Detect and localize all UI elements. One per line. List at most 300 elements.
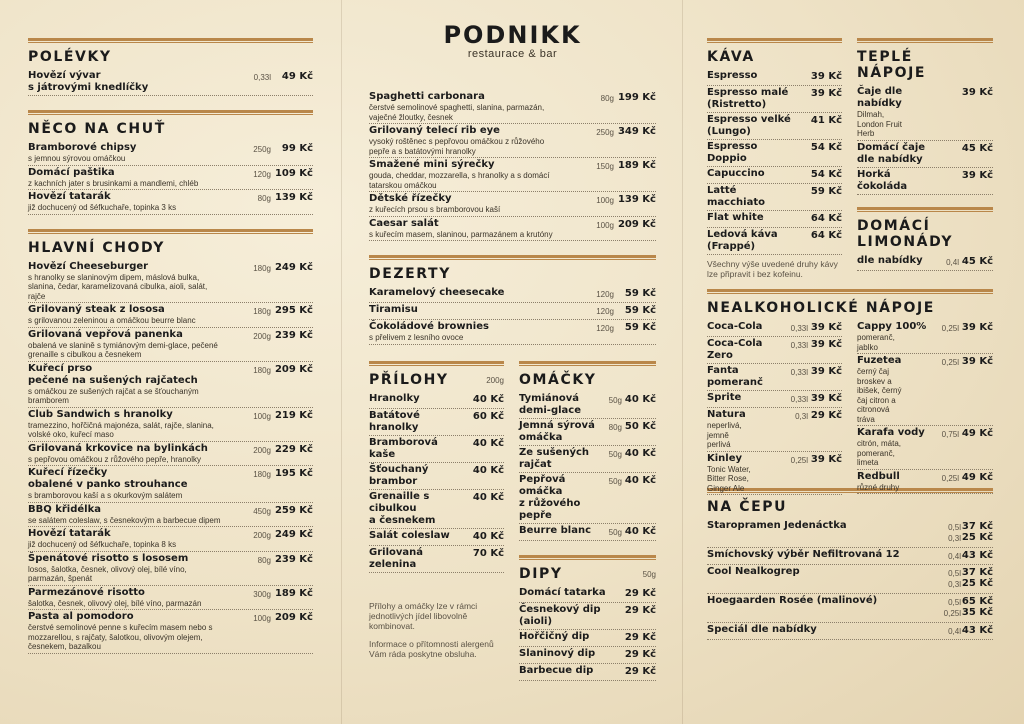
item-size: 50g xyxy=(608,449,622,459)
item-name: Šťouchaný brambor xyxy=(369,463,429,487)
fold-line-left xyxy=(341,0,342,724)
item-name: Horká čokoláda xyxy=(857,168,908,192)
menu-item xyxy=(369,392,504,409)
item-name: Flat white xyxy=(707,212,764,223)
item-price: 40 Kč xyxy=(624,525,656,537)
item-description: s jemnou sýrovou omáčkou xyxy=(28,154,126,163)
item-description: s omáčkou ze sušených rajčat a se šťouchaným bramborem xyxy=(28,386,199,405)
section-title: NA ČEPU xyxy=(707,499,788,515)
item-description: Tonic Water, Bitter Rose, Ginger Ale xyxy=(707,464,751,493)
item-name: Domácí tatarka xyxy=(519,586,606,598)
item-size: 0,75l xyxy=(941,430,959,439)
item-name: Smažené mini sýrečky xyxy=(369,159,495,170)
item-price-small: 35 Kč xyxy=(961,607,993,618)
item-name: Coca-Cola xyxy=(707,321,763,332)
item-price: 209 Kč xyxy=(274,612,313,623)
item-description: s pepřovou omáčkou z růžového pepře, hranolky xyxy=(28,454,201,464)
item-description: neperlivá, jemně perlivá xyxy=(707,421,742,449)
item-name: Tiramisu xyxy=(369,304,418,315)
section-title: NĚCO NA CHUŤ xyxy=(28,121,166,137)
divider xyxy=(707,289,993,292)
divider xyxy=(369,255,656,258)
item-size: 0,33l xyxy=(790,341,808,350)
section-dipy xyxy=(519,555,656,681)
item-name: Česnekový dip (aioli) xyxy=(519,603,601,627)
section-title: HLAVNÍ CHODY xyxy=(28,239,165,256)
menu-item xyxy=(369,463,504,490)
item-price: 37 Kč xyxy=(961,567,993,578)
item-name: Grilovaná krkovice na bylinkách xyxy=(28,442,208,454)
item-name: Hovězí tatarák xyxy=(28,528,111,539)
item-price: 40 Kč xyxy=(624,474,656,486)
menu-item xyxy=(519,524,656,541)
menu-item xyxy=(519,664,656,681)
item-price: 40 Kč xyxy=(472,464,504,476)
item-name: Smíchovský výběr Nefiltrovaná 12 xyxy=(707,549,900,560)
item-description: černý čaj broskev a ibišek, černý čaj citron a citronová tráva xyxy=(857,367,902,424)
item-price: 195 Kč xyxy=(274,468,313,479)
menu-item xyxy=(857,426,993,470)
item-name: Jemná sýrová omáčka xyxy=(519,419,595,443)
item-size: 0,4l xyxy=(946,257,959,267)
item-description: se salátem coleslaw, s česnekovým a barbecue dipem xyxy=(28,515,221,525)
item-price: 239 Kč xyxy=(274,553,313,565)
section-nealko xyxy=(707,289,993,493)
item-price: 139 Kč xyxy=(274,192,313,203)
item-name: Pepřová omáčka z růžového pepře xyxy=(519,473,581,521)
item-price: 40 Kč xyxy=(624,447,656,459)
menu-item xyxy=(707,364,842,391)
item-size: 200g xyxy=(253,331,271,341)
item-list xyxy=(519,586,656,681)
item-size: 50g xyxy=(608,476,622,486)
soft-drinks-row xyxy=(707,320,993,493)
item-name: Espresso Doppio xyxy=(707,141,758,164)
item-name: Redbull xyxy=(857,470,900,482)
draft-item xyxy=(707,548,993,565)
item-description: citrón, máta, pomeranč, limeta xyxy=(857,439,902,467)
item-description: gouda, cheddar, mozzarella, s hranolky a s domácí tatarskou omáčkou xyxy=(369,171,550,190)
item-name: Grenaille s cibulkou a česnekem xyxy=(369,490,436,526)
menu-item xyxy=(28,328,313,362)
item-name: Capuccino xyxy=(707,168,765,179)
menu-item xyxy=(519,392,656,419)
item-size: 100g xyxy=(596,220,614,230)
column-right xyxy=(707,38,993,640)
item-name: Hořčičný dip xyxy=(519,630,590,642)
item-name: Latté macchiato xyxy=(707,185,765,208)
decaf-note: Všechny výše uvedené druhy kávy lze připravit i bez kofeinu. xyxy=(707,259,838,279)
item-price: 29 Kč xyxy=(624,631,656,643)
item-size: 250g xyxy=(596,128,614,137)
item-price: 39 Kč xyxy=(961,87,993,98)
menu-item xyxy=(519,647,656,664)
item-name: Hovězí tatarák xyxy=(28,191,111,202)
item-name: Hranolky xyxy=(369,392,420,404)
item-price: 39 Kč xyxy=(961,322,993,333)
item-size: 0,33l xyxy=(253,73,271,82)
menu-item xyxy=(857,168,993,195)
draft-item xyxy=(707,594,993,623)
allergen-note: Informace o přítomnosti alergenů Vám ráda poskytne obsluha. xyxy=(369,638,494,659)
section-title: DEZERTY xyxy=(369,266,451,282)
menu-item xyxy=(707,228,842,255)
item-size: 0,33l xyxy=(790,368,808,377)
item-price: 249 Kč xyxy=(274,529,313,540)
item-name: Čaje dle nabídky xyxy=(857,86,903,109)
item-description: s grilovanou zeleninou a omáčkou beurre blanc xyxy=(28,316,196,325)
menu-item xyxy=(519,603,656,630)
divider xyxy=(857,207,993,210)
menu-item xyxy=(369,490,504,529)
item-price: 39 Kč xyxy=(961,356,993,367)
item-name: Slaninový dip xyxy=(519,647,596,659)
item-price: 229 Kč xyxy=(274,443,313,455)
divider xyxy=(28,38,313,41)
item-size: 300g xyxy=(253,589,271,599)
menu-item xyxy=(857,470,993,495)
item-price: 189 Kč xyxy=(617,160,656,171)
item-size: 80g xyxy=(257,555,271,565)
item-name: BBQ křidélka xyxy=(28,503,102,515)
item-price: 239 Kč xyxy=(274,329,313,341)
item-size: 200g xyxy=(253,531,271,540)
item-name: Dětské řízečky xyxy=(369,193,452,204)
item-price: 29 Kč xyxy=(624,648,656,660)
item-price: 49 Kč xyxy=(961,471,993,483)
item-list xyxy=(369,286,656,345)
item-name: Hoegaarden Rosée (malinové) xyxy=(707,595,878,606)
section-polevky xyxy=(28,38,313,96)
soft-drinks-left xyxy=(707,320,842,495)
item-price: 59 Kč xyxy=(624,322,656,333)
item-name: Salát coleslaw xyxy=(369,529,450,541)
item-price: 41 Kč xyxy=(810,115,842,126)
section-title: NEALKOHOLICKÉ NÁPOJE xyxy=(707,300,935,316)
divider xyxy=(28,110,313,113)
item-price: 45 Kč xyxy=(961,142,993,154)
menu-item xyxy=(28,69,313,96)
item-price: 43 Kč xyxy=(961,625,993,636)
section-size: 50g xyxy=(642,569,656,579)
item-name: Ledová káva (Frappé) xyxy=(707,229,778,252)
menu-item xyxy=(28,303,313,328)
item-price: 50 Kč xyxy=(624,420,656,432)
item-description: pomeranč, jablko xyxy=(857,333,895,352)
item-description: čerstvé semolinové spaghetti, slanina, parmazán, vaječné žloutky, česnek xyxy=(369,103,545,122)
menu-item xyxy=(519,473,656,524)
item-description: obalená ve slanině s tymiánovým demi-glace, pečené grenaille s cibulkou a česnekem xyxy=(28,340,218,359)
menu-item xyxy=(857,85,993,141)
menu-item xyxy=(369,529,504,546)
section-size: 200g xyxy=(486,375,504,385)
item-price: 295 Kč xyxy=(274,305,313,316)
item-name: Grilovaná zelenina xyxy=(369,546,423,570)
item-price: 29 Kč xyxy=(624,665,656,677)
menu-item xyxy=(707,337,842,364)
item-list xyxy=(28,69,313,96)
item-size: 200g xyxy=(253,445,271,455)
item-description: čerstvé semolinové penne s kuřecím masem nebo s mozzarellou, s rajčaty, šalotkou, olivovým olejem, česnekem, bazalkou xyxy=(28,623,213,651)
item-price: 40 Kč xyxy=(472,530,504,542)
item-price: 249 Kč xyxy=(274,261,313,273)
section-title: TEPLÉ NÁPOJE xyxy=(857,49,927,81)
menu-item xyxy=(707,184,842,211)
divider xyxy=(707,38,842,41)
item-price: 99 Kč xyxy=(281,143,313,154)
divider xyxy=(857,38,993,41)
item-name: Fuzetea xyxy=(857,355,902,366)
item-name: Bramborové chipsy xyxy=(28,142,137,153)
menu-item xyxy=(707,408,842,452)
item-description: s bramborovou kaší a s okurkovým salátem xyxy=(28,491,183,500)
hot-drinks-row xyxy=(707,38,993,281)
divider xyxy=(28,229,313,232)
menu-item xyxy=(369,286,656,303)
item-price: 219 Kč xyxy=(274,409,313,421)
item-name: Espresso malé (Ristretto) xyxy=(707,87,789,110)
item-name: Speciál dle nabídky xyxy=(707,624,817,635)
item-size: 50g xyxy=(608,527,622,537)
section-dezerty xyxy=(369,255,656,345)
item-name: Fanta pomeranč xyxy=(707,365,763,388)
item-price: 64 Kč xyxy=(810,213,842,224)
section-title: OMÁČKY xyxy=(519,371,597,388)
item-price: 39 Kč xyxy=(810,393,842,404)
menu-item xyxy=(28,442,313,467)
item-name: Domácí čaje dle nabídky xyxy=(857,141,926,165)
menu-item xyxy=(369,546,504,573)
item-list xyxy=(857,85,993,195)
menu-item xyxy=(369,303,656,320)
item-price: 209 Kč xyxy=(617,218,656,230)
divider xyxy=(369,361,504,364)
menu-item xyxy=(707,320,842,337)
menu-item xyxy=(707,391,842,408)
item-price: 209 Kč xyxy=(274,363,313,375)
menu-item xyxy=(28,586,313,611)
section-neco-na-chut xyxy=(28,110,313,215)
item-price: 39 Kč xyxy=(810,88,842,99)
menu-item xyxy=(707,140,842,167)
menu-item xyxy=(707,86,842,113)
item-name: Grilovaný telecí rib eye xyxy=(369,125,500,136)
item-name: dle nabídky xyxy=(857,254,923,266)
item-name: Čokoládové brownies xyxy=(369,321,489,332)
item-name: Kuřecí řízečky obalené v panko strouhance xyxy=(28,467,188,490)
item-name: Batátové hranolky xyxy=(369,409,420,433)
column-left xyxy=(28,38,313,658)
item-price-small: 25 Kč xyxy=(961,578,993,589)
item-price: 59 Kč xyxy=(624,288,656,299)
menu-item xyxy=(28,141,313,166)
section-omacky xyxy=(519,361,656,681)
item-price: 139 Kč xyxy=(617,194,656,205)
menu-item xyxy=(28,166,313,191)
menu-item xyxy=(707,69,842,86)
divider xyxy=(519,361,656,364)
item-price: 64 Kč xyxy=(810,230,842,241)
item-description: tramezzino, hořčičná majonéza, salát, rajče, slanina, volské oko, kuřecí maso xyxy=(28,420,214,439)
item-name: Ze sušených rajčat xyxy=(519,446,590,470)
section-title: DIPY xyxy=(519,565,563,582)
item-name: Domácí paštika xyxy=(28,166,115,178)
item-name: Bramborová kaše xyxy=(369,436,438,460)
menu-item xyxy=(369,192,656,217)
draft-item xyxy=(707,519,993,548)
item-size: 0,5l xyxy=(948,598,961,607)
item-price: 40 Kč xyxy=(472,393,504,405)
menu-item xyxy=(857,320,993,354)
column-middle xyxy=(369,22,656,691)
item-size: 0,4l xyxy=(948,552,961,561)
section-title: DOMÁCÍ LIMONÁDY xyxy=(857,217,954,250)
item-price: 29 Kč xyxy=(810,410,842,421)
item-size: 80g xyxy=(608,422,622,432)
item-price: 45 Kč xyxy=(961,255,993,267)
item-price: 39 Kč xyxy=(810,366,842,377)
item-name: Grilovaný steak z lososa xyxy=(28,304,165,315)
menu-item xyxy=(519,419,656,446)
item-price: 43 Kč xyxy=(961,550,993,561)
sides-sauces-row xyxy=(369,361,656,691)
menu-item xyxy=(28,466,313,503)
menu-item xyxy=(28,610,313,654)
item-price: 39 Kč xyxy=(810,339,842,350)
item-size: 250g xyxy=(253,145,271,154)
item-description: s kuřecím masem, slaninou, parmazánem a krutóny xyxy=(369,229,553,239)
item-price: 39 Kč xyxy=(810,71,842,82)
item-list xyxy=(369,90,656,241)
item-size: 50g xyxy=(608,395,622,405)
item-name: Kinley xyxy=(707,452,743,464)
item-price: 29 Kč xyxy=(624,604,656,616)
item-name: Espresso xyxy=(707,70,758,81)
menu-item xyxy=(519,446,656,473)
item-name: Kuřecí prso pečené na sušených rajčatech xyxy=(28,362,198,386)
item-list xyxy=(857,254,993,271)
item-name: Spaghetti carbonara xyxy=(369,91,485,102)
item-size: 0,33l xyxy=(790,395,808,404)
section-title: KÁVA xyxy=(707,49,755,65)
soft-drinks-right xyxy=(857,320,993,494)
item-size: 180g xyxy=(253,470,271,479)
item-price-small: 25 Kč xyxy=(961,532,993,543)
item-size: 0,5l xyxy=(948,523,961,532)
section-na-cepu xyxy=(707,488,993,640)
brand-tagline: restaurace & bar xyxy=(467,48,558,60)
item-name: Tymiánová demi-glace xyxy=(519,392,581,416)
item-description: Dilmah, London Fruit Herb xyxy=(857,110,902,138)
menu-item xyxy=(369,436,504,463)
item-name: Espresso velké (Lungo) xyxy=(707,114,791,137)
item-size: 0,33l xyxy=(790,324,808,333)
menu-item xyxy=(28,503,313,528)
item-size: 100g xyxy=(253,614,271,623)
item-name: Špenátové risotto s lososem xyxy=(28,552,189,564)
item-price: 349 Kč xyxy=(617,126,656,137)
section-teple-napoje xyxy=(857,38,993,271)
item-list xyxy=(707,519,993,640)
item-price: 109 Kč xyxy=(274,167,313,179)
item-size: 0,25l xyxy=(790,455,808,465)
menu-item xyxy=(369,409,504,436)
item-size: 120g xyxy=(596,324,614,333)
item-size: 0,4l xyxy=(948,627,961,636)
menu-item xyxy=(369,124,656,158)
item-price: 39 Kč xyxy=(810,453,842,465)
menu-item xyxy=(707,167,842,184)
item-price: 54 Kč xyxy=(810,169,842,180)
item-description: z kuřecích prsou s bramborovou kaší xyxy=(369,205,501,214)
item-name: Hovězí vývar s játrovými knedlíčky xyxy=(28,70,149,93)
item-price: 59 Kč xyxy=(810,186,842,197)
menu-item xyxy=(28,408,313,442)
section-title: POLÉVKY xyxy=(28,49,112,65)
item-name: Hovězí Cheeseburger xyxy=(28,260,149,272)
item-size-small: 0,3l xyxy=(948,580,961,589)
item-list xyxy=(369,392,504,573)
item-size: 0,25l xyxy=(941,324,959,333)
menu-item xyxy=(857,254,993,271)
item-name: Cool Nealkogrep xyxy=(707,566,800,577)
menu-item xyxy=(707,211,842,228)
menu-item xyxy=(28,552,313,586)
item-size: 450g xyxy=(253,506,271,516)
item-list xyxy=(707,69,842,255)
item-size: 0,3l xyxy=(795,412,808,421)
item-size: 180g xyxy=(253,263,271,273)
item-name: Cappy 100% xyxy=(857,321,927,332)
section-hlavni-chody xyxy=(28,229,313,654)
item-price: 49 Kč xyxy=(961,428,993,439)
item-description: šalotka, česnek, olivový olej, bílé víno, parmazán xyxy=(28,598,202,608)
menu-item xyxy=(28,527,313,552)
item-price: 37 Kč xyxy=(961,521,993,532)
item-name: Grilovaná vepřová panenka xyxy=(28,328,183,340)
item-size-small: 0,25l xyxy=(943,609,961,618)
item-description: losos, šalotka, česnek, olivový olej, bílé víno, parmazán, špenát xyxy=(28,564,187,583)
menu-item xyxy=(28,362,313,408)
item-size: 180g xyxy=(253,365,271,375)
item-description: s hranolky se slaninovým dipem, máslová bulka, slanina, čedar, karamelizovaná cibulka, aioli, salát, rajče xyxy=(28,272,208,301)
item-price: 39 Kč xyxy=(810,322,842,333)
item-size: 0,25l xyxy=(941,473,959,483)
item-size: 150g xyxy=(596,162,614,171)
item-name: Karafa vody xyxy=(857,427,925,438)
item-name: Caesar salát xyxy=(369,217,439,229)
menu-item xyxy=(857,141,993,168)
item-name: Natura xyxy=(707,409,746,420)
item-size: 0,5l xyxy=(948,569,961,578)
item-name: Coca-Cola Zero xyxy=(707,338,763,361)
item-name: Club Sandwich s hranolky xyxy=(28,408,173,420)
item-name: Parmezánové risotto xyxy=(28,586,145,598)
item-description: již dochucený od šéfkuchaře, topinka 8 ks xyxy=(28,540,177,549)
menu-item xyxy=(707,452,842,496)
brand-logo: PODNIKK xyxy=(443,21,582,49)
menu-item xyxy=(369,90,656,124)
item-size: 120g xyxy=(596,290,614,299)
item-price: 70 Kč xyxy=(472,547,504,559)
fold-line-right xyxy=(682,0,683,724)
item-price: 40 Kč xyxy=(472,437,504,449)
draft-item xyxy=(707,565,993,594)
item-price: 189 Kč xyxy=(274,587,313,599)
item-size: 100g xyxy=(253,411,271,421)
menu-item xyxy=(519,586,656,603)
item-size: 120g xyxy=(596,307,614,316)
